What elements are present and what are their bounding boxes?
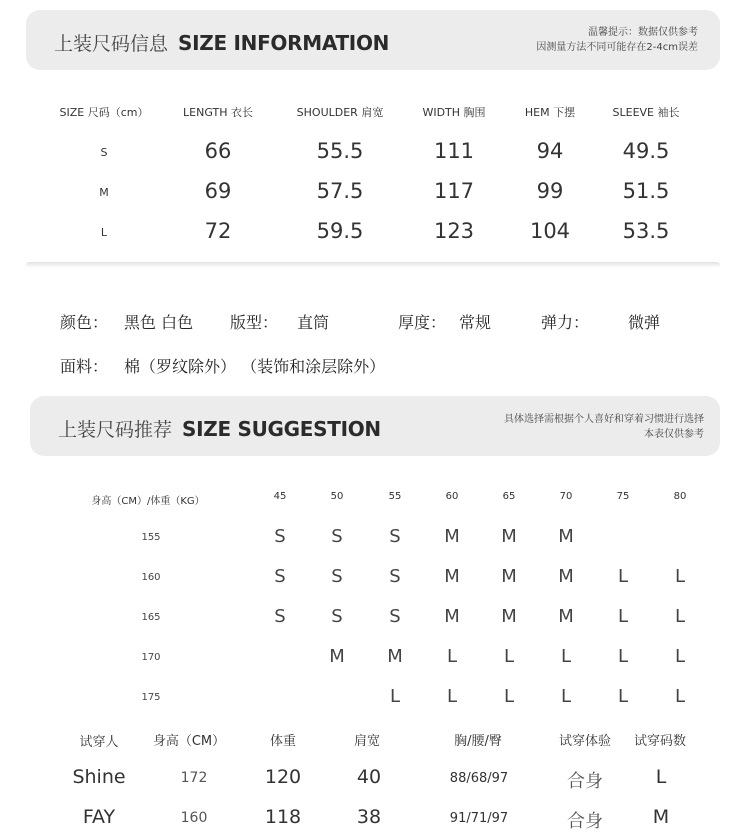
color-label: 颜色： [60,313,109,332]
suggested-size-cell: M [444,606,460,627]
suggested-size-cell: L [389,686,401,707]
size-info-title-en: SIZE INFORMATION [178,31,390,55]
suggested-size-cell: L [674,686,686,707]
size-suggestion-banner [30,396,720,456]
fit-row-height: 160 [180,810,208,826]
fit-row-model: Shine [72,766,126,788]
suggestion-height-label: 170 [141,652,161,663]
fit-row-model: FAY [82,806,116,828]
size-suggestion-title-en: SIZE SUGGESTION [182,417,381,441]
size-header-length: LENGTH 衣长 [183,106,253,119]
suggested-size-cell: M [444,526,460,547]
thickness-value: 常规 [459,313,492,332]
size-header-width: WIDTH 胸围 [422,106,486,119]
size-header-size: SIZE 尺码（cm） [59,106,149,119]
suggested-size-cell: L [617,606,629,627]
weight-header: 80 [673,491,687,502]
size-row-l-sleeve: 53.5 [622,219,670,243]
size-row-m-hem: 99 [536,179,564,203]
suggested-size-cell: L [503,686,515,707]
fit-row-size: L [655,766,667,788]
size-row-l-length: 72 [204,219,232,243]
suggestion-height-label: 155 [141,532,161,543]
suggested-size-cell: L [674,606,686,627]
weight-header: 50 [330,491,344,502]
suggested-size-cell: M [558,606,574,627]
color-value: 黑色 白色 [124,313,194,332]
size-info-note-line1: 温馨提示：数据仅供参考 [588,27,698,38]
fabric-label: 面料： [60,357,109,376]
elasticity-value: 微弹 [628,313,661,332]
fit-header-weight: 体重 [269,734,297,749]
fit-value: 直筒 [297,313,330,332]
suggested-size-cell: L [617,686,629,707]
suggested-size-cell: L [503,646,515,667]
weight-header: 60 [445,491,459,502]
size-header-hem: HEM 下摆 [524,106,576,119]
weight-header: 65 [502,491,516,502]
size-row-s-length: 66 [204,139,232,163]
fit-row-size: M [652,806,670,828]
suggested-size-cell: L [446,646,458,667]
size-row-m-length: 69 [204,179,232,203]
suggestion-height-label: 160 [141,572,161,583]
suggested-size-cell: M [501,566,517,587]
suggested-size-cell: L [560,646,572,667]
suggestion-height-label: 165 [141,612,161,623]
size-row-m-shoulder: 57.5 [316,179,364,203]
size-header-sleeve: SLEEVE 袖长 [612,106,680,119]
size-header-shoulder: SHOULDER 肩宽 [296,106,384,119]
fit-row-experience: 合身 [567,771,603,792]
suggested-size-cell: S [274,606,286,627]
suggested-size-cell: M [501,606,517,627]
size-row-l-size: L [100,226,108,239]
size-row-s-sleeve: 49.5 [622,139,670,163]
size-row-s-shoulder: 55.5 [316,139,364,163]
size-row-s-size: S [100,146,108,159]
suggested-size-cell: S [274,526,286,547]
suggested-size-cell: S [389,526,401,547]
size-info-title [54,29,389,56]
suggested-size-cell: M [501,526,517,547]
suggested-size-cell: L [617,566,629,587]
size-suggestion-note-line1: 具体选择需根据个人喜好和穿着习惯进行选择 [504,414,704,425]
thickness-label: 厚度： [398,313,447,332]
size-row-s-width: 111 [433,139,475,163]
suggested-size-cell: L [560,686,572,707]
fit-row-experience: 合身 [567,811,603,832]
size-row-m-sleeve: 51.5 [622,179,670,203]
size-suggestion-note [504,412,704,442]
suggested-size-cell: M [444,566,460,587]
suggested-size-cell: L [446,686,458,707]
size-suggestion-note-line2: 本表仅供参考 [644,429,704,440]
suggested-size-cell: S [331,526,343,547]
size-info-note [536,25,698,55]
size-info-banner [26,10,720,70]
fit-header-bwh: 胸/腰/臀 [454,734,502,749]
weight-header: 70 [559,491,573,502]
size-info-title-cn: 上装尺码信息 [54,33,169,55]
suggested-size-cell: S [389,566,401,587]
fit-row-shoulder: 38 [356,806,382,828]
weight-header: 75 [616,491,630,502]
size-suggestion-title [58,415,381,442]
suggested-size-cell: S [274,566,286,587]
suggested-size-cell: L [674,646,686,667]
size-row-s-hem: 94 [536,139,564,163]
fit-row-height: 172 [180,770,208,786]
suggestion-height-label: 175 [141,692,161,703]
size-row-l-hem: 104 [529,219,571,243]
fit-header-model: 试穿人 [79,735,119,750]
size-row-m-width: 117 [433,179,475,203]
size-row-m-size: M [99,186,109,199]
suggested-size-cell: S [389,606,401,627]
fit-header-size: 试穿码数 [633,734,687,749]
suggested-size-cell: M [387,646,403,667]
suggested-size-cell: M [329,646,345,667]
elasticity-label: 弹力： [541,313,590,332]
section-divider [26,262,720,268]
fit-label: 版型： [230,313,279,332]
weight-header: 45 [273,491,287,502]
suggested-size-cell: M [558,566,574,587]
suggested-size-cell: S [331,606,343,627]
fit-row-weight: 118 [264,806,302,828]
size-row-l-width: 123 [433,219,475,243]
fabric-value: 棉（罗纹除外） （装饰和涂层除外） [124,357,386,376]
suggested-size-cell: M [558,526,574,547]
fit-row-bwh: 88/68/97 [449,771,509,786]
size-info-note-line2: 因测量方法不同可能存在2-4cm误差 [536,42,698,53]
size-row-l-shoulder: 59.5 [316,219,364,243]
suggested-size-cell: L [674,566,686,587]
fit-row-weight: 120 [264,766,302,788]
fit-header-height: 身高（CM） [152,734,226,749]
suggested-size-cell: S [331,566,343,587]
fit-row-bwh: 91/71/97 [449,811,509,826]
fit-row-shoulder: 40 [356,766,382,788]
suggested-size-cell: L [617,646,629,667]
suggestion-corner-label: 身高（CM）/体重（KG） [91,496,205,507]
size-suggestion-title-cn: 上装尺码推荐 [58,419,173,441]
fit-header-shoulder: 肩宽 [353,734,381,749]
fit-header-experience: 试穿体验 [558,734,612,749]
weight-header: 55 [388,491,402,502]
